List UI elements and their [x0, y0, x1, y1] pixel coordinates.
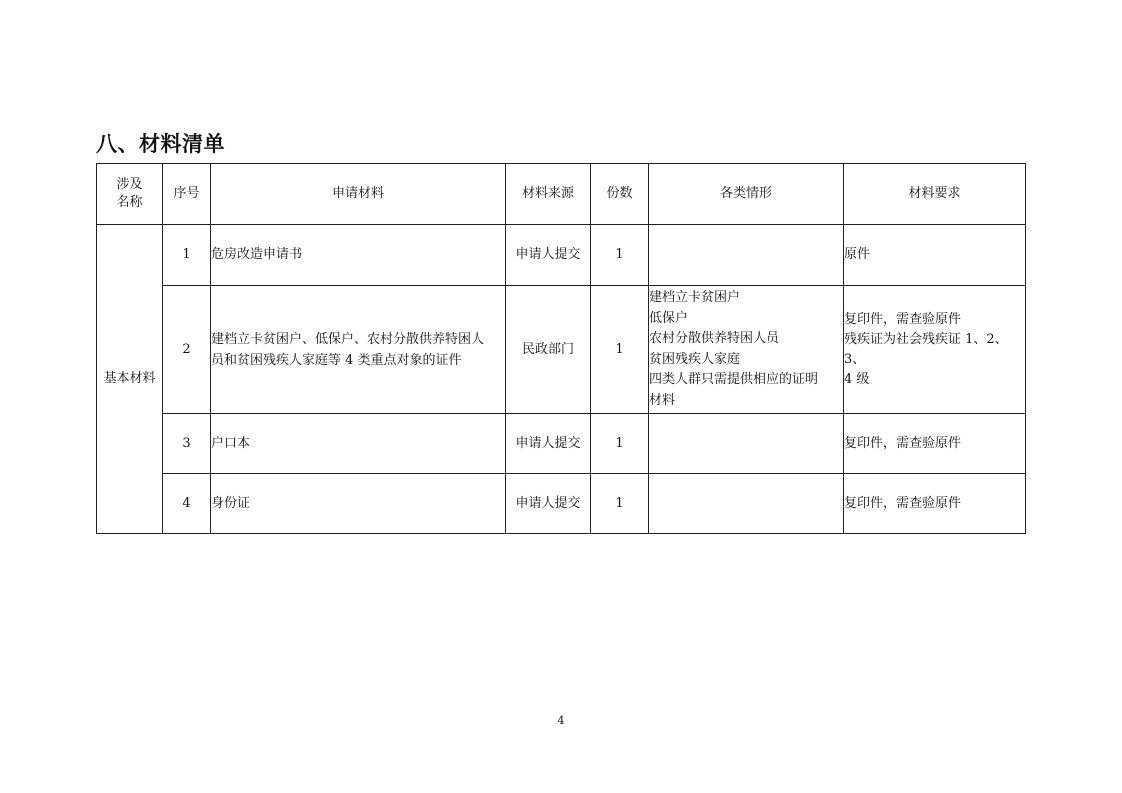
table-row [97, 286, 1026, 414]
row-material: 户口本 [211, 414, 506, 474]
row-situation [649, 414, 844, 474]
page-number: 4 [557, 714, 565, 727]
table-row [97, 225, 1026, 286]
row-situation: 建档立卡贫困户 低保户 农村分散供养特困人员 贫困残疾人家庭 四类人群只需提供相应的证明 材料 [649, 286, 844, 414]
materials-table [96, 163, 1026, 534]
row-requirement: 复印件，需查验原件 [844, 414, 1026, 474]
row-requirement: 复印件，需查验原件 [844, 474, 1026, 534]
group-label: 基本材料 [97, 225, 163, 534]
row-copies: 1 [591, 474, 649, 534]
row-no: 2 [163, 286, 211, 414]
header-row [97, 164, 1026, 225]
row-requirement: 原件 [844, 225, 1026, 286]
row-copies: 1 [591, 414, 649, 474]
row-material: 身份证 [211, 474, 506, 534]
section-title: 八、材料清单 [96, 132, 225, 156]
row-requirement: 复印件，需查验原件 残疾证为社会残疾证 1、2、3、 4 级 [844, 286, 1026, 414]
table-row [97, 414, 1026, 474]
header-no: 序号 [163, 164, 211, 225]
row-material: 建档立卡贫困户、低保户、农村分散供养特困人 员和贫困残疾人家庭等 4 类重点对象的证件 [211, 286, 506, 414]
row-situation [649, 225, 844, 286]
row-source: 申请人提交 [506, 414, 591, 474]
row-no: 3 [163, 414, 211, 474]
header-scope: 涉及 名称 [97, 164, 163, 225]
row-copies: 1 [591, 225, 649, 286]
table-row [97, 474, 1026, 534]
header-requirement: 材料要求 [844, 164, 1026, 225]
row-source: 申请人提交 [506, 225, 591, 286]
header-source: 材料来源 [506, 164, 591, 225]
row-source: 申请人提交 [506, 474, 591, 534]
row-source: 民政部门 [506, 286, 591, 414]
row-situation [649, 474, 844, 534]
row-copies: 1 [591, 286, 649, 414]
header-material: 申请材料 [211, 164, 506, 225]
row-material: 危房改造申请书 [211, 225, 506, 286]
header-copies: 份数 [591, 164, 649, 225]
row-no: 1 [163, 225, 211, 286]
header-situation: 各类情形 [649, 164, 844, 225]
row-no: 4 [163, 474, 211, 534]
